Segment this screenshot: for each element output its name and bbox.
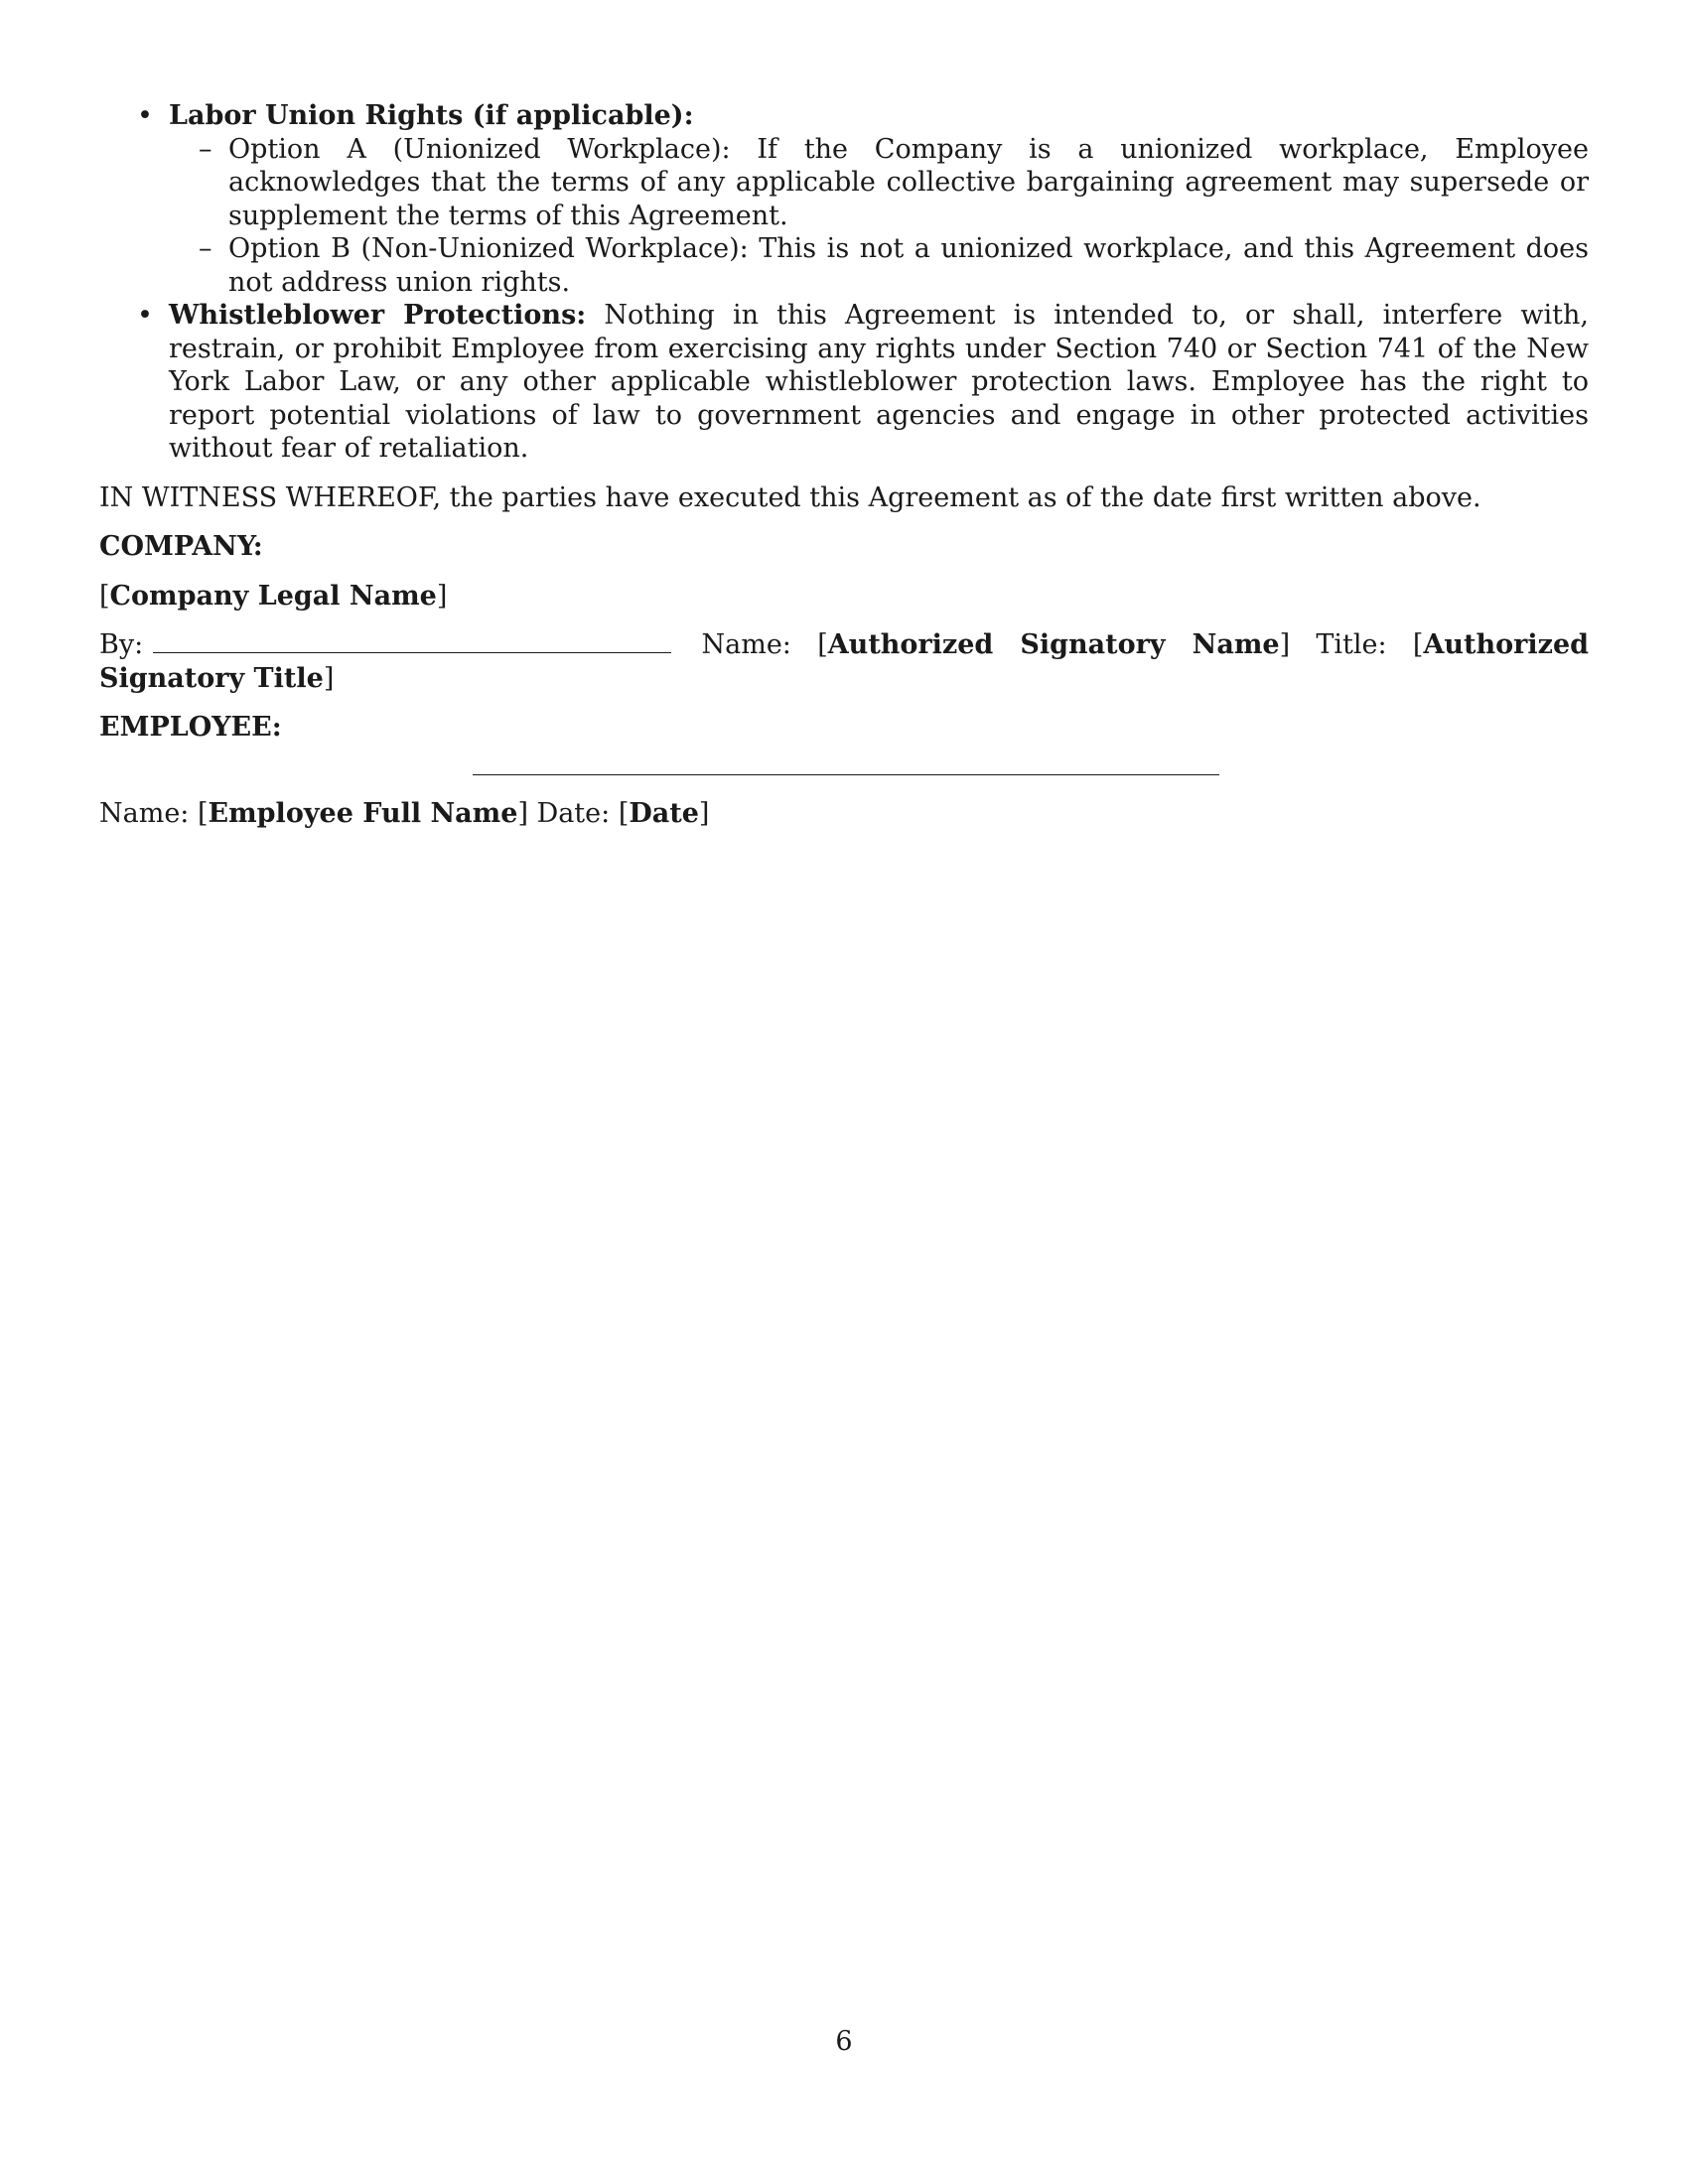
labor-union-item (99, 99, 1589, 299)
union-option-a: – Option A (Unionized Workplace): If the Company is a unionized workplace, Employee acknowledges that the terms of any applicable collective bargaining agreement may supersede or supplement the terms of this Agreement. (169, 133, 1589, 233)
employee-signature-block: Name: [Employee Full Name] Date: [Date] (99, 797, 710, 829)
whistleblower-text: Nothing in this Agreement is intended to, or shall, interfere with, restrain, or prohibit Employee from exercising any rights under Section 740 or Section 741 of the New York Labor Law, or any other applicable whistleblower protection laws. Employee has the right to report potential violations of law to government agencies and engage in other protected activities without fear of retaliation. (169, 300, 1589, 464)
company-signature-line (153, 630, 671, 653)
company-legal-name: [Company Legal Name] (99, 580, 448, 612)
union-options-list (169, 133, 1589, 300)
company-signature-block: By: Name: [Authorized Signatory Name] Title: [Authorized Signatory Title] (99, 629, 1590, 694)
whistleblower-item (99, 299, 1589, 466)
employee-date-value: Date (629, 797, 699, 829)
provisions-list (99, 99, 1589, 466)
document-page (99, 99, 1589, 830)
union-option-b: – Option B (Non-Unionized Workplace): This is not a unionized workplace, and this Agreement does not address union rights. (169, 232, 1589, 299)
company-name-label: Name: (701, 629, 791, 660)
by-label: By: (99, 629, 144, 660)
company-title-label: Title: (1316, 629, 1387, 660)
employee-signature-line (473, 774, 1219, 775)
whistleblower-label: Whistleblower Protections: (169, 300, 587, 331)
authorized-signatory-title: Authorized Signatory Title (99, 629, 1590, 694)
page-number: 6 (835, 2026, 853, 2057)
labor-union-label: Labor Union Rights (if applicable): (169, 100, 694, 131)
employee-heading: EMPLOYEE: (99, 712, 282, 743)
employee-name-label: Name: (99, 797, 190, 829)
company-heading: COMPANY: (99, 531, 263, 562)
employee-full-name: Employee Full Name (208, 797, 518, 829)
witness-clause: IN WITNESS WHEREOF, the parties have executed this Agreement as of the date first written above. (99, 481, 1481, 513)
authorized-signatory-name: Authorized Signatory Name (827, 629, 1280, 660)
employee-date-label: Date: (536, 797, 611, 829)
